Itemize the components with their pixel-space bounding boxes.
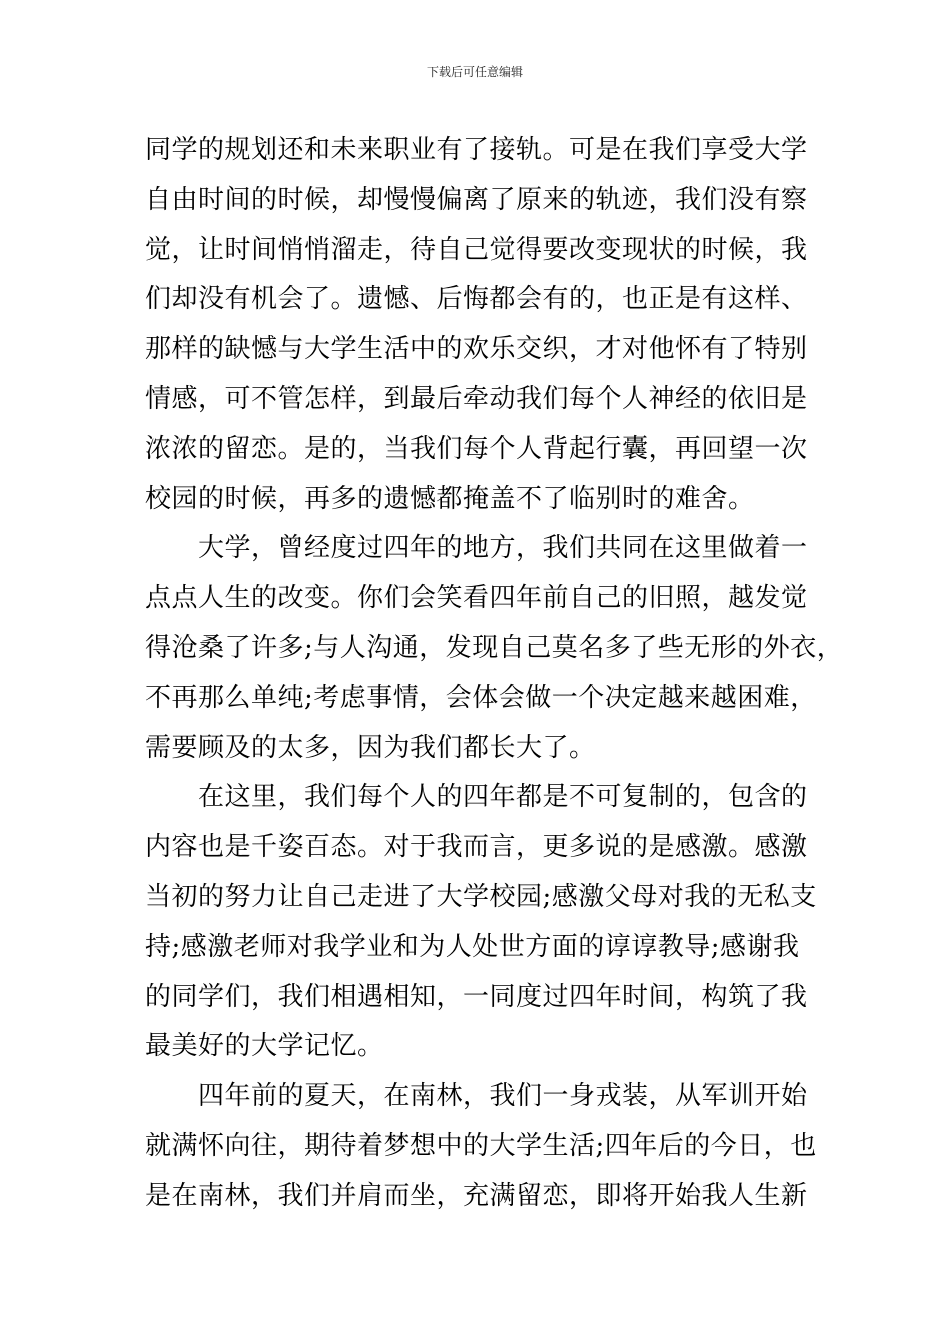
text-line: 们却没有机会了。遗憾、后悔都会有的，也正是有这样、	[145, 284, 808, 315]
text-line: 不再那么单纯;考虑事情，会体会做一个决定越来越困难，	[145, 682, 817, 713]
text-line: 大学，曾经度过四年的地方，我们共同在这里做着一	[198, 533, 808, 564]
text-line: 当初的努力让自己走进了大学校园;感激父母对我的无私支	[145, 881, 817, 912]
text-line: 觉，让时间悄悄溜走，待自己觉得要改变现状的时候，我	[145, 234, 808, 265]
text-line: 自由时间的时候，却慢慢偏离了原来的轨迹，我们没有察	[145, 184, 808, 215]
text-line: 在这里，我们每个人的四年都是不可复制的，包含的	[198, 782, 808, 813]
text-line: 是在南林，我们并肩而坐，充满留恋，即将开始我人生新	[145, 1180, 808, 1211]
text-line: 最美好的大学记忆。	[145, 1031, 384, 1062]
text-line: 需要顾及的太多，因为我们都长大了。	[145, 732, 596, 763]
text-line: 点点人生的改变。你们会笑看四年前自己的旧照，越发觉	[145, 583, 808, 614]
paragraph	[145, 126, 825, 524]
paragraph	[145, 773, 825, 1072]
text-line: 校园的时候，再多的遗憾都掩盖不了临别时的难舍。	[145, 483, 755, 514]
text-line: 内容也是千姿百态。对于我而言，更多说的是感激。感激	[145, 832, 808, 863]
text-line: 同学的规划还和未来职业有了接轨。可是在我们享受大学	[145, 135, 808, 165]
text-line: 浓浓的留恋。是的，当我们每个人背起行囊，再回望一次	[145, 433, 808, 464]
text-line: 持;感激老师对我学业和为人处世方面的谆谆教导;感谢我	[145, 931, 800, 962]
paragraph	[145, 1072, 825, 1221]
text-line: 就满怀向往，期待着梦想中的大学生活;四年后的今日，也	[145, 1130, 817, 1161]
text-line: 四年前的夏天，在南林，我们一身戎装，从军训开始	[198, 1081, 808, 1112]
text-line: 情感，可不管怎样，到最后牵动我们每个人神经的依旧是	[145, 383, 808, 414]
text-line: 那样的缺憾与大学生活中的欢乐交织，才对他怀有了特别	[145, 334, 808, 365]
text-line: 的同学们，我们相遇相知，一同度过四年时间，构筑了我	[145, 981, 808, 1012]
page-header: 下载后可任意编辑	[426, 65, 523, 79]
document-body	[145, 126, 844, 1222]
paragraph	[145, 524, 844, 773]
text-line: 得沧桑了许多;与人沟通，发现自己莫名多了些无形的外衣，	[145, 632, 844, 663]
